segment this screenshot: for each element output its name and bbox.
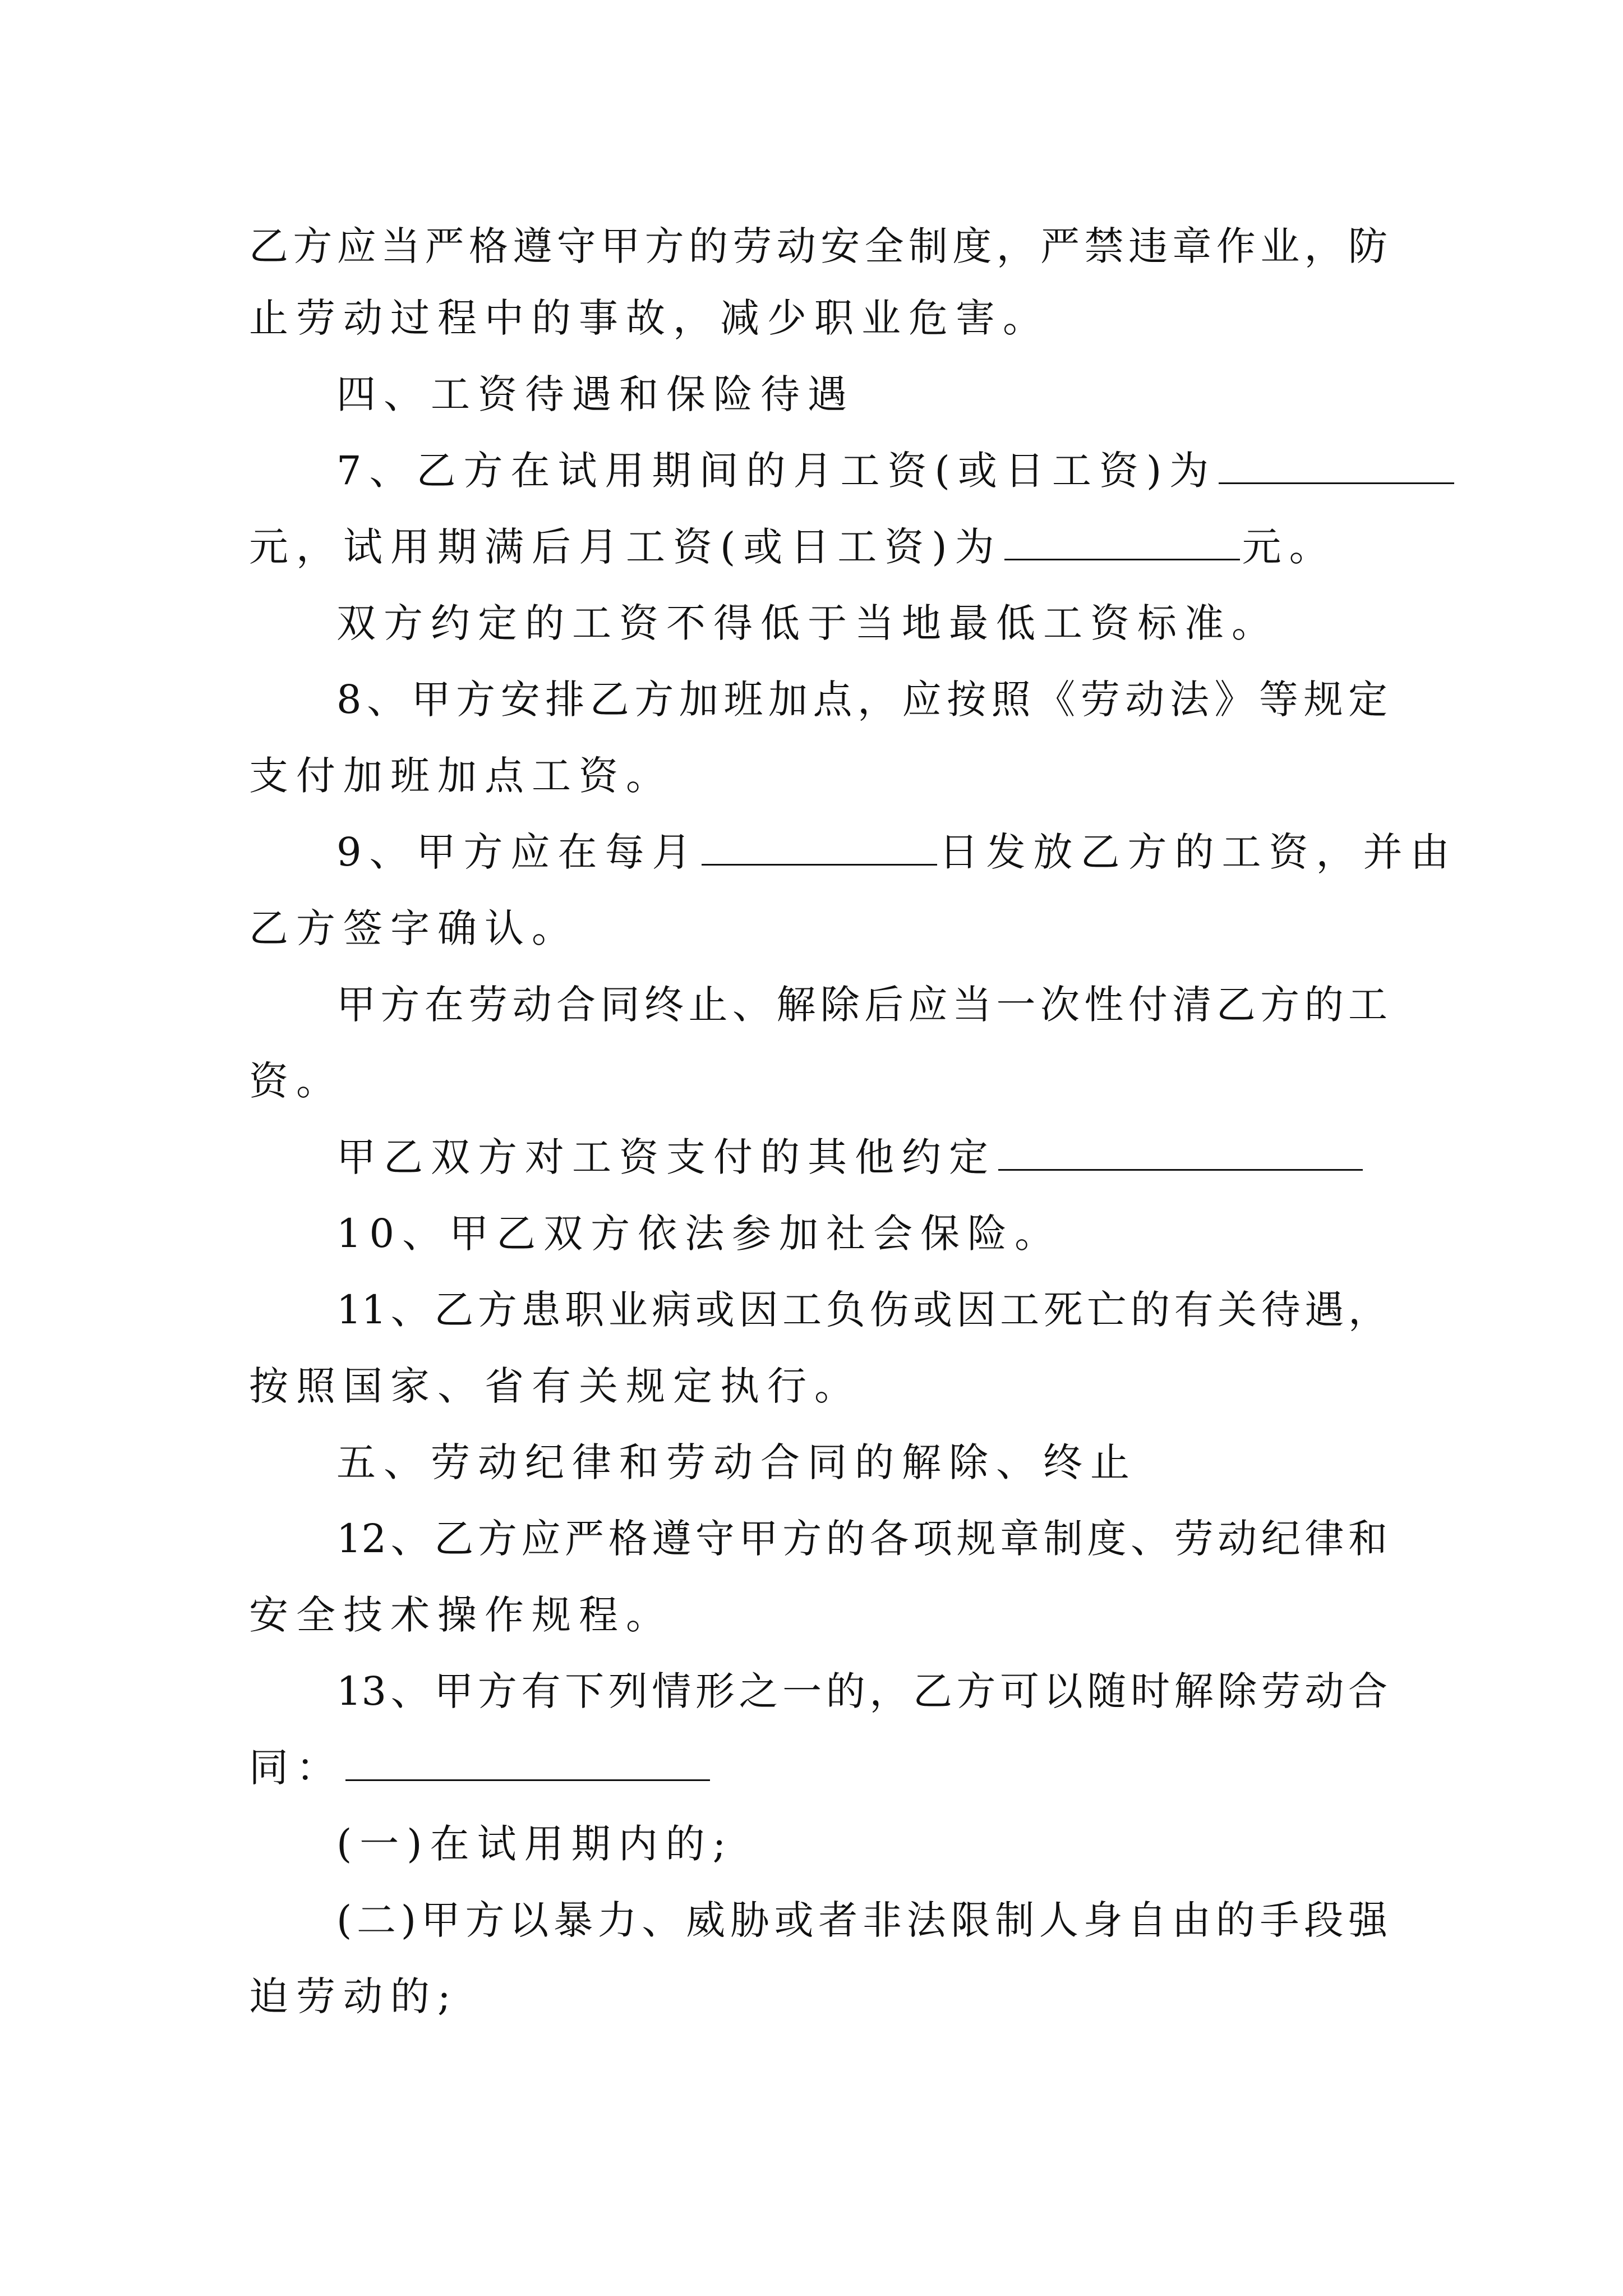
text-line: 12、乙方应严格遵守甲方的各项规章制度、劳动纪律和 xyxy=(336,1516,1387,1562)
text-line: 11、乙方患职业病或因工负伤或因工死亡的有关待遇， xyxy=(336,1287,1387,1333)
fill-in-blank xyxy=(702,863,937,866)
text-line: 安全技术操作规程。 xyxy=(249,1592,673,1638)
text-line: (一)在试用期内的; xyxy=(336,1821,734,1867)
text-line: 13、甲方有下列情形之一的，乙方可以随时解除劳动合 xyxy=(336,1668,1387,1714)
text-line: 甲方在劳动合同终止、解除后应当一次性付清乙方的工 xyxy=(336,982,1387,1028)
text-line: 同： xyxy=(249,1737,1387,1798)
text-line: 乙方签字确认。 xyxy=(249,905,579,951)
text-line: 8、甲方安排乙方加班加点，应按照《劳动法》等规定 xyxy=(336,677,1387,723)
text-line: 按照国家、省有关规定执行。 xyxy=(249,1363,861,1409)
fill-in-blank xyxy=(1004,558,1240,560)
fill-in-blank xyxy=(1219,482,1454,484)
text-line: 资。 xyxy=(249,1058,343,1104)
text-line: 乙方应当严格遵守甲方的劳动安全制度，严禁违章作业，防 xyxy=(249,223,1387,269)
text-line: 9、甲方应在每月 日发放乙方的工资，并由 xyxy=(336,829,1458,875)
text-line: 支付加班加点工资。 xyxy=(249,753,673,799)
section-heading: 五、劳动纪律和劳动合同的解除、终止 xyxy=(336,1439,1137,1485)
text-line: 迫劳动的; xyxy=(249,1973,459,2019)
text-line: 止劳动过程中的事故，减少职业危害。 xyxy=(249,295,1050,341)
text-line: 10、甲乙双方依法参加社会保险。 xyxy=(336,1211,1062,1257)
fill-in-blank xyxy=(345,1779,710,1781)
text-line: (二)甲方以暴力、威胁或者非法限制人身自由的手段强 xyxy=(336,1897,1387,1943)
text-line: 元，试用期满后月工资(或日工资)为 元。 xyxy=(249,524,1336,570)
text-line: 甲乙双方对工资支付的其他约定 xyxy=(336,1126,1387,1188)
text-line: 7、乙方在试用期间的月工资(或日工资)为 xyxy=(336,440,1387,501)
section-heading: 四、工资待遇和保险待遇 xyxy=(336,371,855,417)
text-line: 双方约定的工资不得低于当地最低工资标准。 xyxy=(336,600,1279,646)
fill-in-blank xyxy=(998,1168,1363,1171)
